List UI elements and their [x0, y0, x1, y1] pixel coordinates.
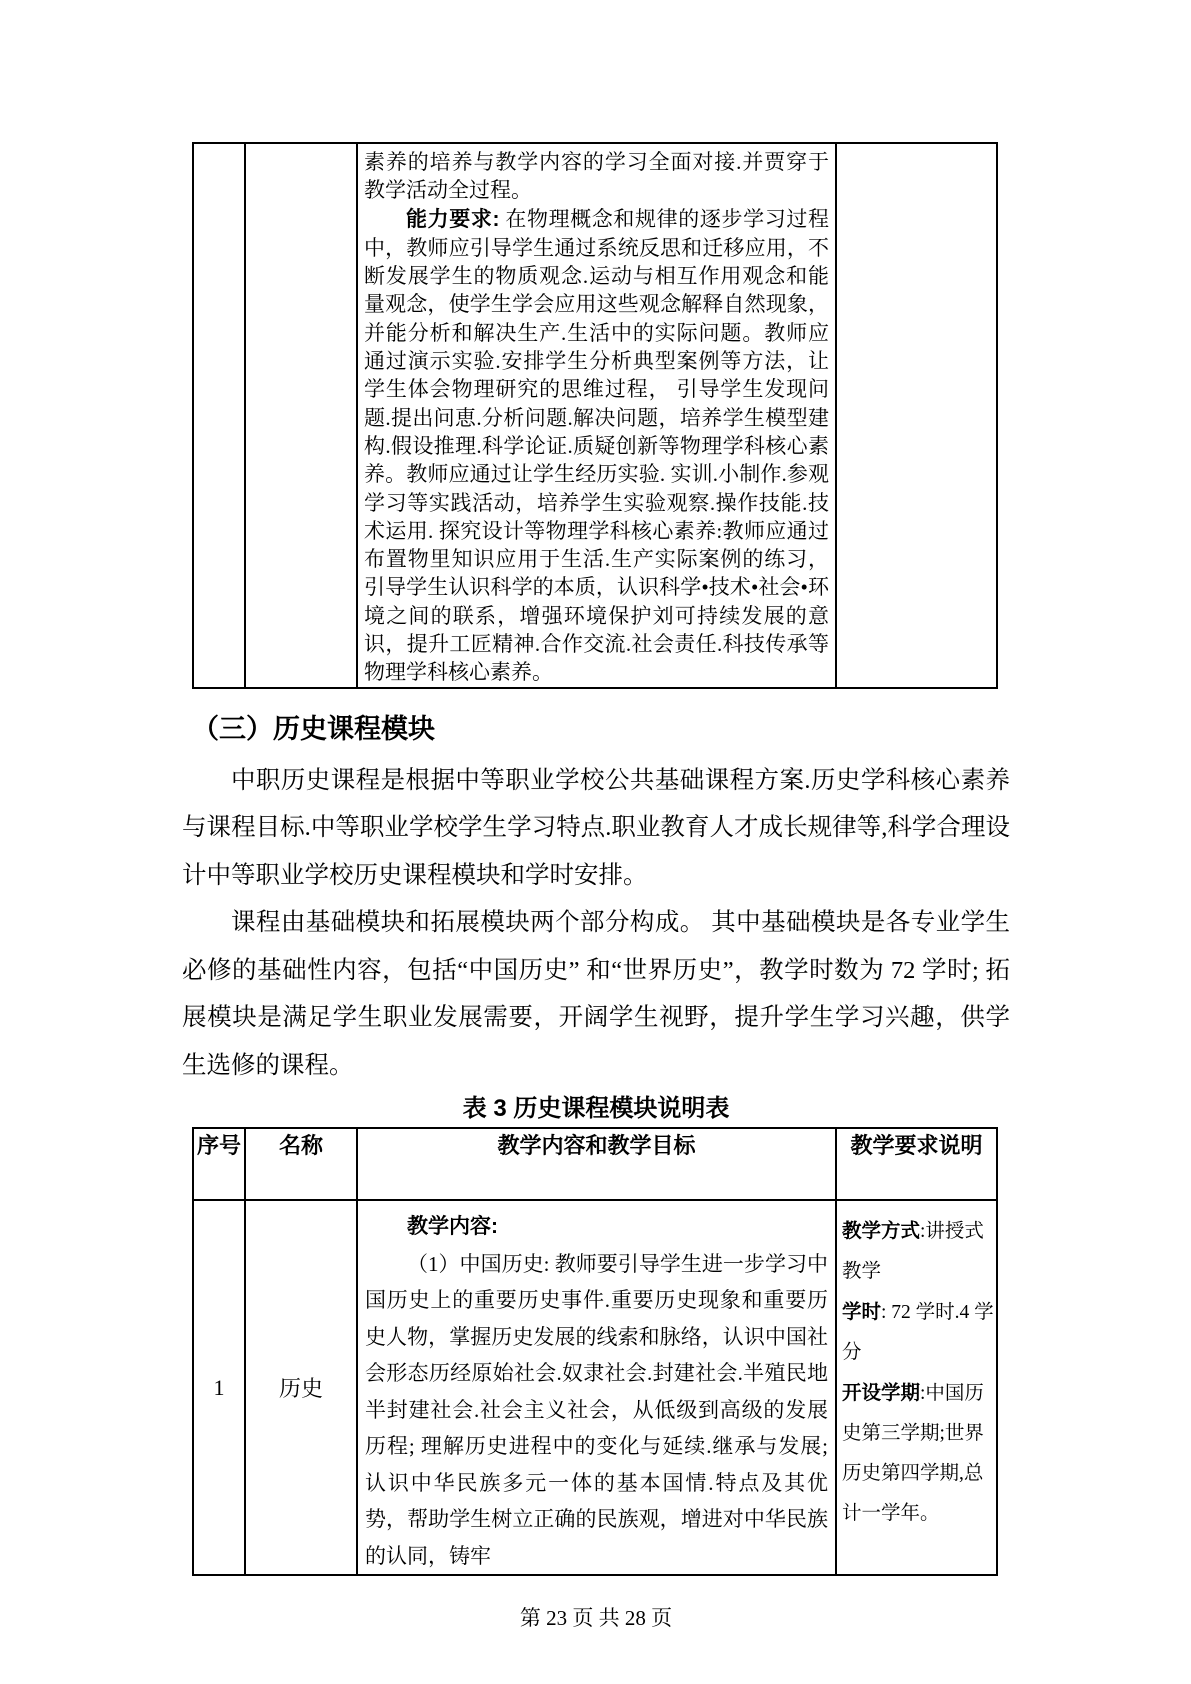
- requirement-hours: [842, 1292, 994, 1373]
- requirement-label: 学时: [842, 1301, 882, 1324]
- row-index-cell: 1: [193, 1200, 245, 1575]
- history-module-table: [192, 1127, 998, 1576]
- page-footer: 第 23 页 共 28 页: [519, 1606, 673, 1631]
- section-heading: （三）历史课程模块: [192, 713, 435, 744]
- ability-text: 在物理概念和规律的逐步学习过程中，教师应引导学生通过系统反思和迁移应用，不断发展学生的物质观念.运动与相互作用观念和能量观念，使学生学会应用这些观念解释自然现象，并能分析和解决生产.生活中的实际问题。教师应通过演示实验.安排学生分析典型案例等方法，让学生体会物理研究的思维过程， 引导学生发现问题.提出问恵.分析问题.解决问题，培养学生模型建构.假设推理.科学论证.质疑创新等物理学科核心素养。教师应通过让学生经历实验. 实训.小制作.参观学习等实践活动，培养学生实验观察.操作技能.技术运用. 探究设计等物理学科核心素养:教师应通过布置物里知识应用于生活.生产实际案例的练习，引导学生认识科学的本质，认识科学•技术•社会•环境之间的联系，增强环境保护刘可持续发展的意识，提升工匠精神.合作交流.社会责任.科技传承等物理学科核心素养。: [364, 206, 829, 685]
- row-name-cell: 历史: [245, 1200, 357, 1575]
- header-content: 教学内容和教学目标: [357, 1128, 836, 1200]
- physics-index-cell: [193, 143, 245, 688]
- physics-name-cell: [245, 143, 357, 688]
- physics-requirements-cell: [836, 143, 997, 688]
- page-content: [182, 142, 1010, 1632]
- physics-continuation-text: 素养的培养与教学内容的学习全面对接.并贾穿于教学活动全过程。: [364, 150, 829, 203]
- history-paragraph-2: 课程由基础模块和拓展模块两个部分构成。 其中基础模块是各专业学生必修的基础性内容，包括“中国历史” 和“世界历史”，教学时数为 72 学时; 拓展模块是满足学生职业发展需要，开阔学生视野，提升学生学习兴趣，供学生选修的课程。: [182, 909, 1010, 1079]
- physics-ability-paragraph: [364, 205, 829, 687]
- requirement-teaching-method: [842, 1211, 994, 1292]
- header-requirements: 教学要求说明: [836, 1128, 997, 1200]
- requirement-label: 开设学期: [842, 1382, 921, 1405]
- table-caption: 表 3 历史课程模块说明表: [462, 1095, 730, 1123]
- physics-table-row: [193, 143, 997, 688]
- history-table-row: [193, 1200, 997, 1575]
- row-requirements-cell: [836, 1200, 997, 1575]
- physics-content-cell: [357, 143, 836, 688]
- content-body: （1）中国历史: 教师要引导学生进一步学习中国历史上的重要历史事件.重要历史现象和重要历史人物，掌握历史发展的线索和脉络，认识中国社会形态历经原始社会.奴隶社会.封建社会.半殖民地半封建社会.社会主义社会，从低级到高级的发展历程; 理解历史进程中的变化与延续.继承与发展; 认识中华民族多元一体的基本国情.特点及其优势，帮助学生树立正确的民族观，增进对中华民族的认同，铸牢: [365, 1251, 828, 1568]
- header-index: 序号: [193, 1128, 245, 1200]
- requirement-text: : 72 学时.4 学分: [842, 1302, 994, 1364]
- requirement-text: :中国历史第三学期;世界历史第四学期,总计一学年。: [842, 1383, 984, 1525]
- requirement-label: 教学方式: [842, 1220, 921, 1243]
- history-table-header-row: [193, 1128, 997, 1200]
- row-content-cell: [357, 1200, 836, 1575]
- history-paragraph-1: 中职历史课程是根据中等职业学校公共基础课程方案.历史学科核心素养与课程目标.中等职业学校学生学习特点.职业教育人才成长规律等,科学合理设计中等职业学校历史课程模块和学时安排。: [182, 766, 1010, 889]
- requirement-text: :讲授式教学: [842, 1221, 984, 1283]
- physics-module-table: [192, 142, 998, 689]
- header-name: 名称: [245, 1128, 357, 1200]
- requirement-semester: [842, 1373, 994, 1534]
- content-label: 教学内容:: [407, 1215, 498, 1239]
- ability-label: 能力要求:: [406, 207, 500, 231]
